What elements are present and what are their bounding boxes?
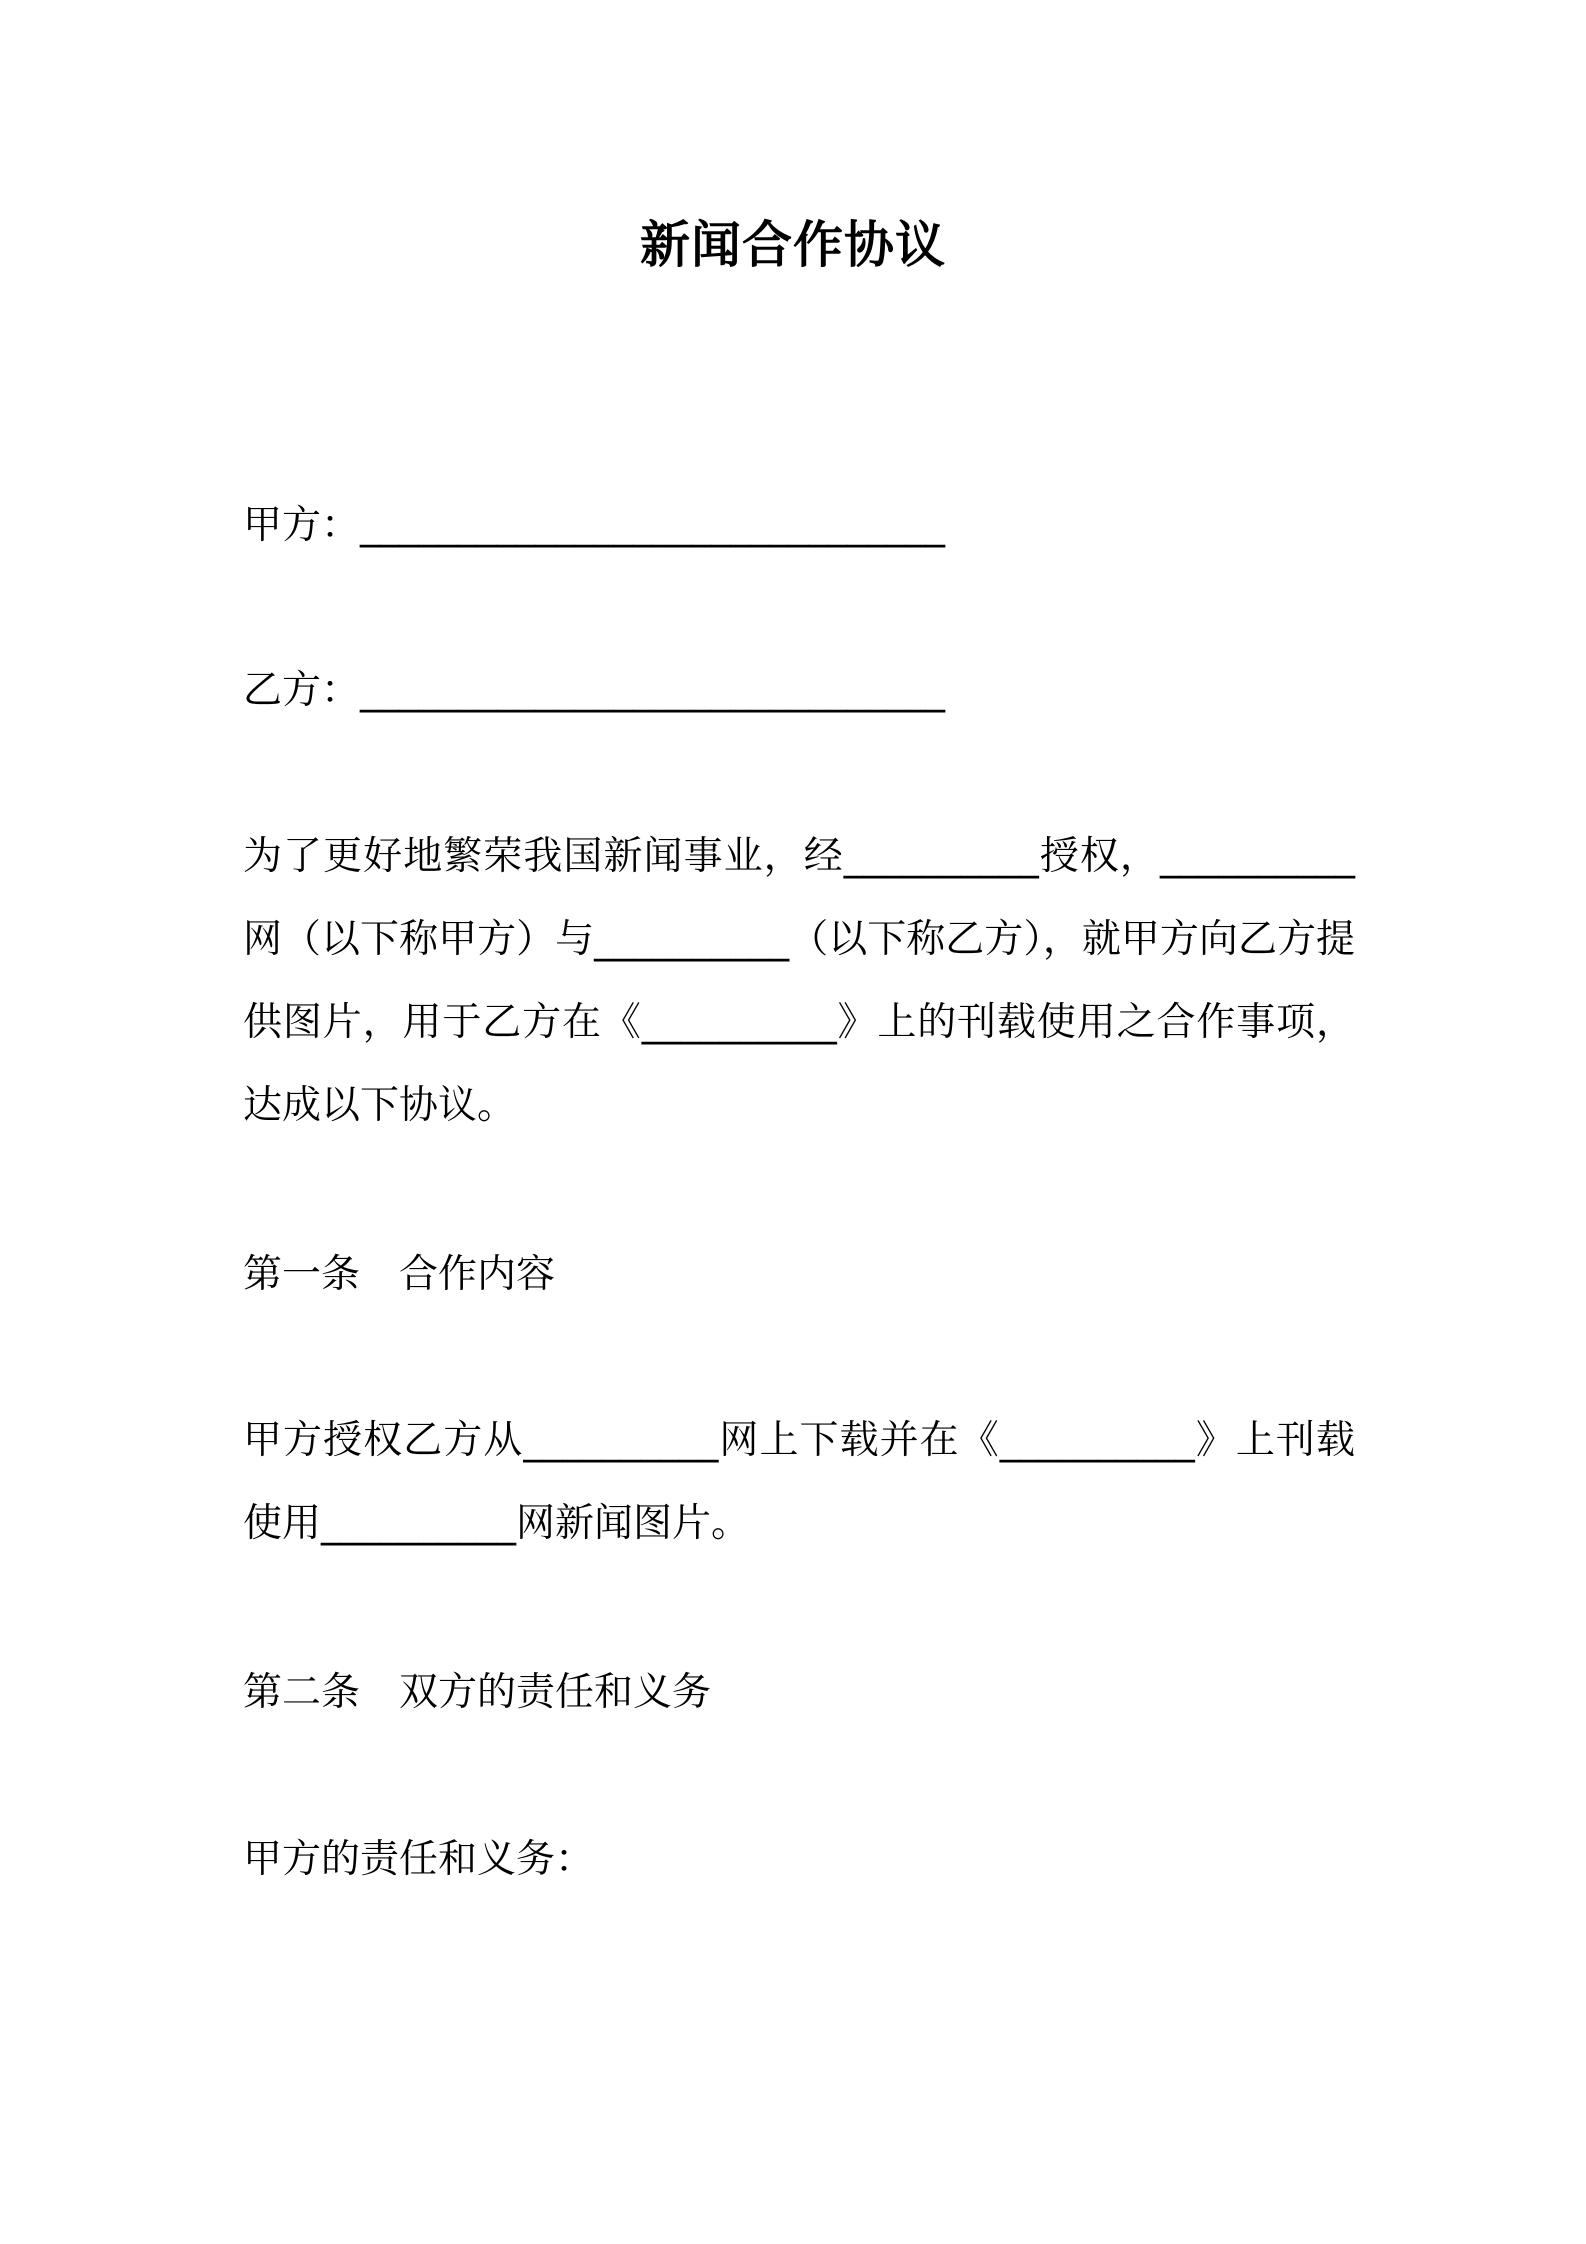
party-a-duties-heading: 甲方的责任和义务： [243,1837,595,1882]
article-1-body: 甲方授权乙方从__________网上下载并在《__________》上刊载使用__________网新闻图片。 [243,1418,1355,1546]
article-2-heading: 第二条 双方的责任和义务 [243,1670,712,1715]
intro-paragraph: 为了更好地繁荣我国新闻事业，经__________授权，__________网（以下称甲方）与__________（以下称乙方），就甲方向乙方提供图片，用于乙方在《__________》上的刊载使用之合作事项，达成以下协议。 [243,834,1355,1128]
page-title: 新闻合作协议 [640,216,946,274]
article-1-heading: 第一条 合作内容 [243,1252,556,1297]
party-b-line: 乙方：______________________________ [243,668,946,713]
party-a-line: 甲方：______________________________ [243,503,946,548]
